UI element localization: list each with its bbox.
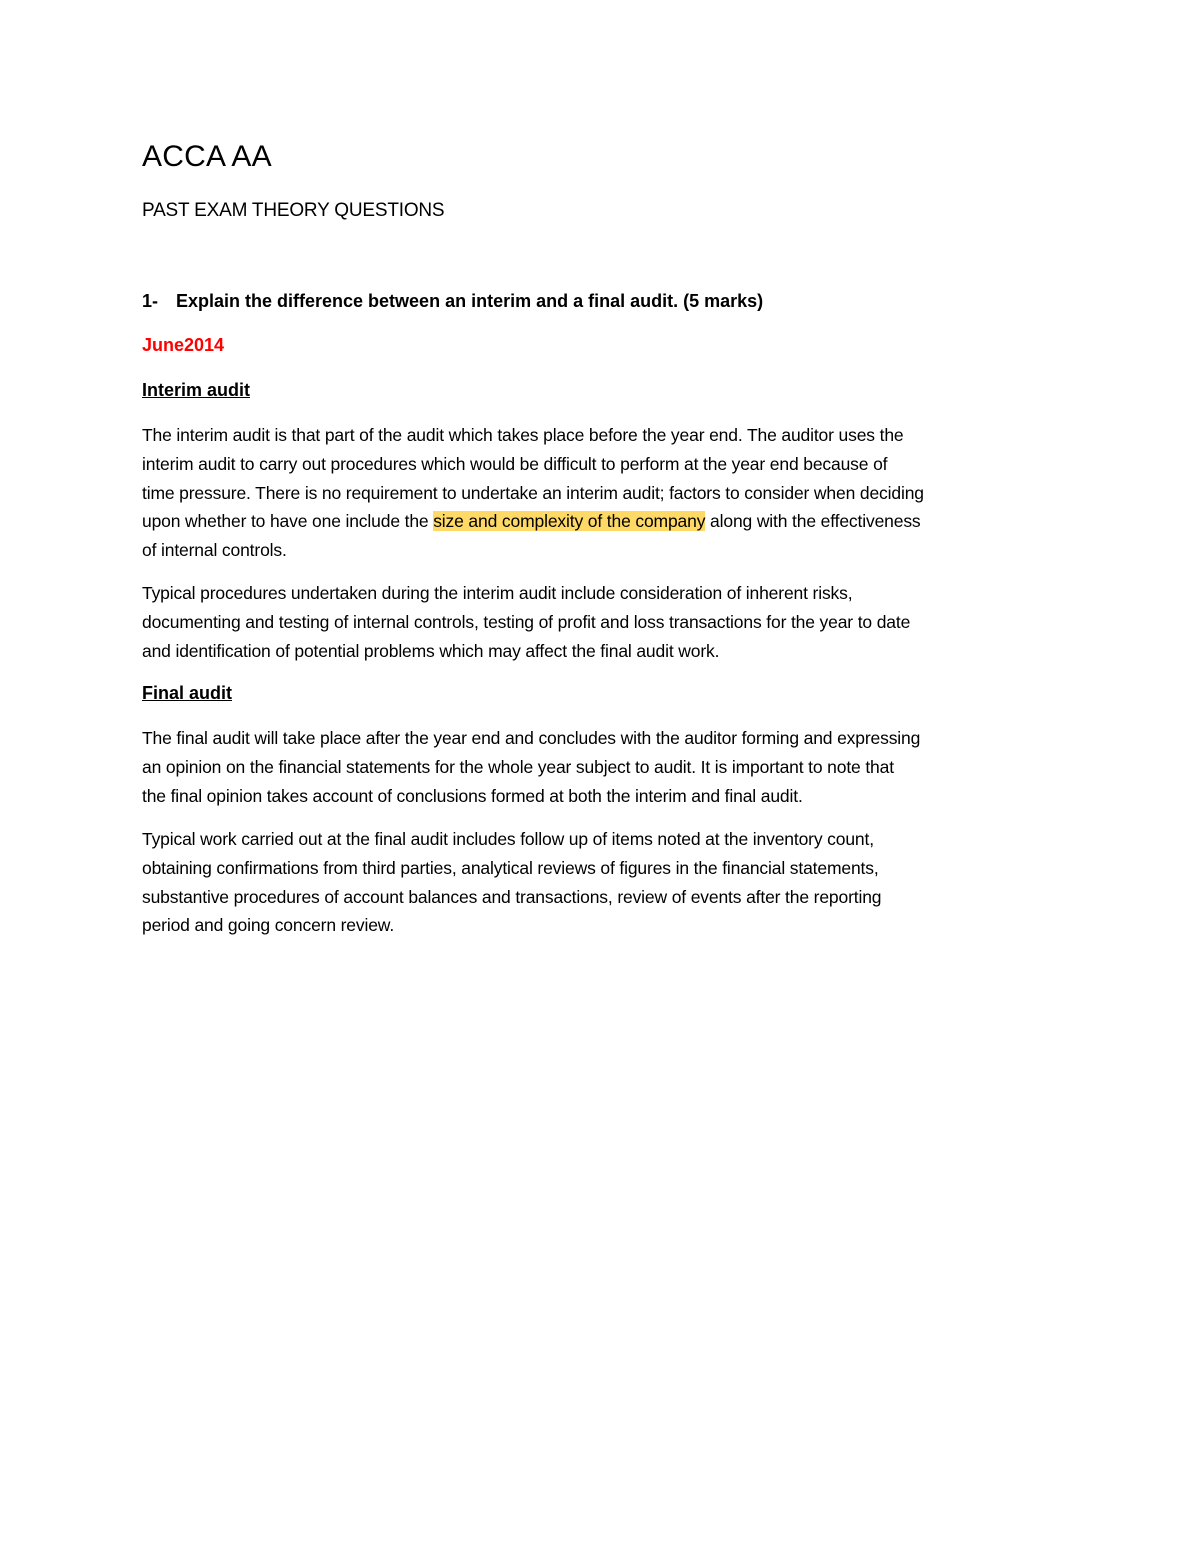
paragraph-line: substantive procedures of account balances and transactions, review of events after the reporting — [142, 886, 882, 907]
document-subtitle: PAST EXAM THEORY QUESTIONS — [142, 200, 445, 221]
paragraph-line: the final opinion takes account of conclusions formed at both the interim and final audit. — [142, 785, 803, 806]
paragraph-line-highlighted — [142, 507, 1062, 536]
question-number: 1- — [142, 291, 159, 311]
exam-session-label: June2014 — [142, 335, 225, 355]
paragraph-line: an opinion on the financial statements for the whole year subject to audit. It is important to note that — [142, 756, 894, 777]
interim-audit-paragraph-1 — [142, 421, 1062, 565]
paragraph-line: The interim audit is that part of the audit which takes place before the year end. The auditor uses the — [142, 425, 904, 445]
final-audit-paragraph-1 — [142, 724, 1062, 810]
paragraph-line: period and going concern review. — [142, 915, 395, 936]
paragraph-line: The final audit will take place after the year end and concludes with the auditor forming and expressing — [142, 728, 921, 748]
final-audit-paragraph-2 — [142, 825, 1062, 940]
highlighted-text: size and complexity of the company — [433, 511, 706, 532]
interim-audit-paragraph-2 — [142, 579, 1062, 665]
paragraph-line: obtaining confirmations from third parties, analytical reviews of figures in the financial statements, — [142, 857, 879, 878]
paragraph-line: time pressure. There is no requirement to undertake an interim audit; factors to consider when deciding — [142, 482, 924, 503]
section-heading-interim-audit: Interim audit — [142, 380, 251, 400]
paragraph-line: of internal controls. — [142, 540, 287, 561]
question-text: Explain the difference between an interim and a final audit. (5 marks) — [176, 291, 764, 311]
text-before-highlight: upon whether to have one include the — [142, 511, 434, 532]
section-heading-final-audit: Final audit — [142, 683, 232, 703]
paragraph-line: interim audit to carry out procedures which would be difficult to perform at the year end because of — [142, 453, 888, 474]
question-1 — [142, 291, 763, 312]
text-after-highlight: along with the effectiveness — [705, 511, 921, 532]
paragraph-line: Typical work carried out at the final audit includes follow up of items noted at the inventory count, — [142, 829, 874, 849]
document-title: ACCA AA — [142, 140, 272, 173]
paragraph-line: and identification of potential problems which may affect the final audit work. — [142, 640, 720, 661]
paragraph-line: documenting and testing of internal controls, testing of profit and loss transactions for the year to date — [142, 611, 911, 632]
paragraph-line: Typical procedures undertaken during the interim audit include consideration of inherent risks, — [142, 583, 853, 603]
